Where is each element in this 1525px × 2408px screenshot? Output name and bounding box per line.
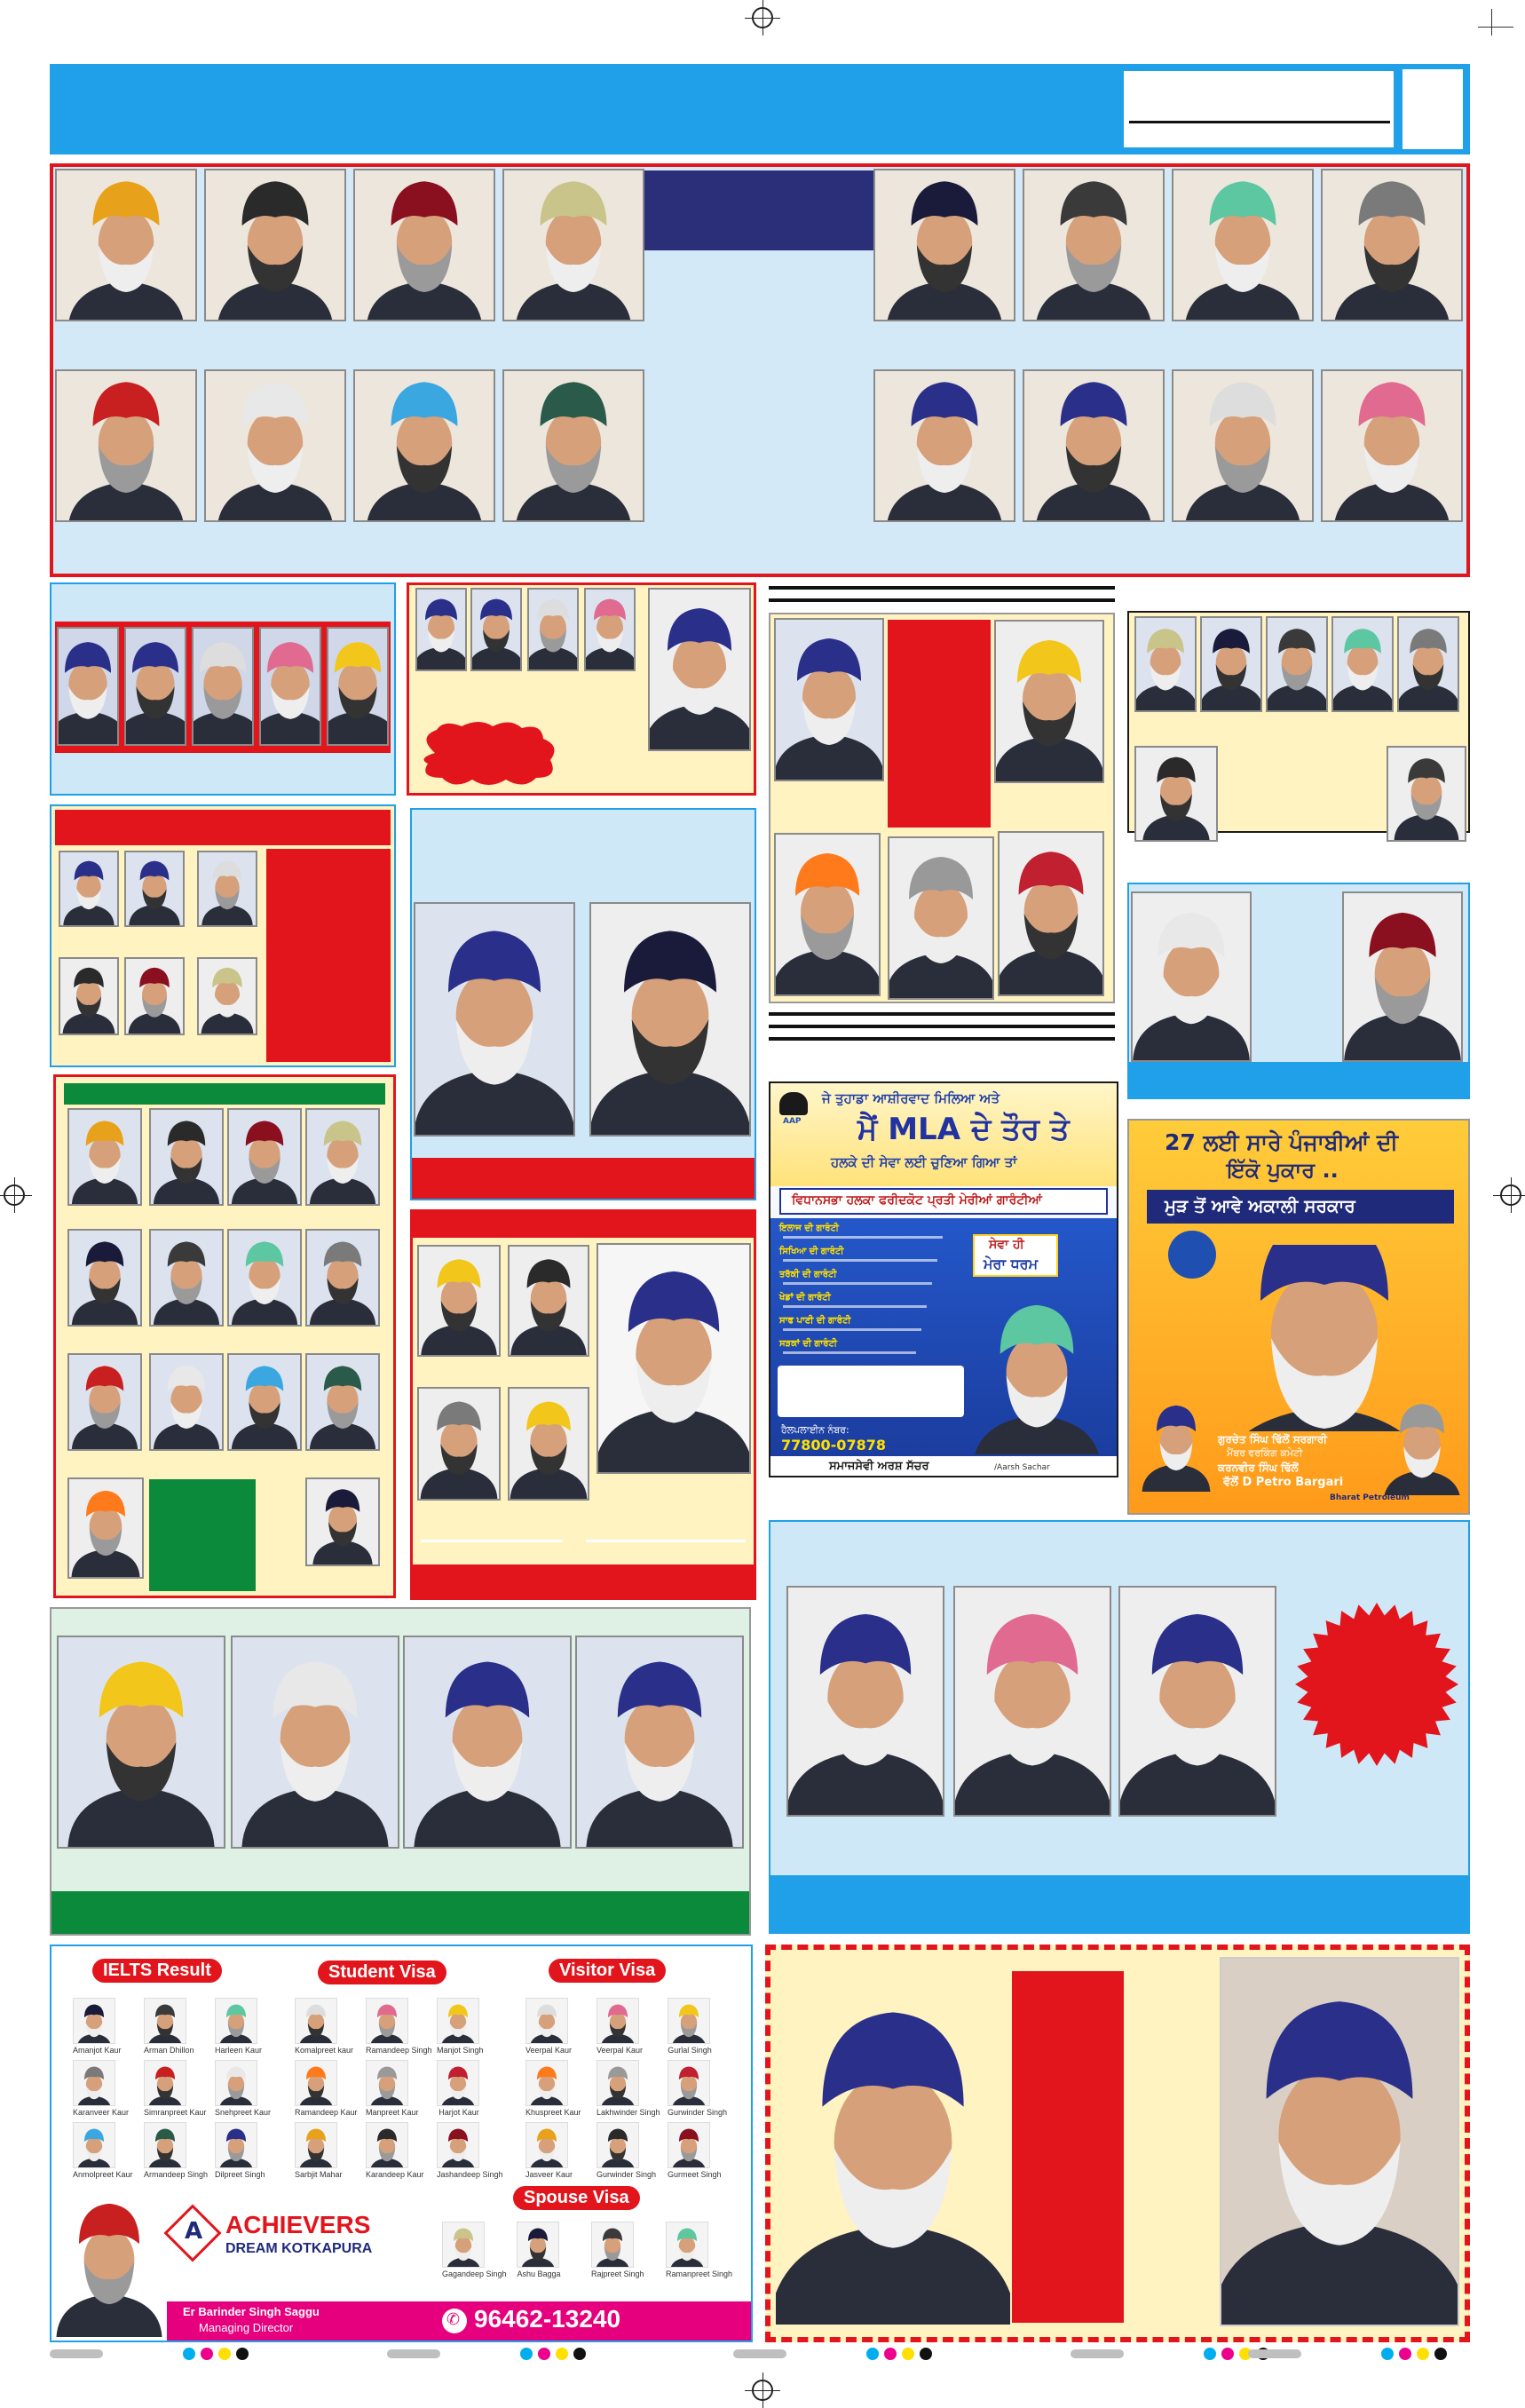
akali-sig-photo-right bbox=[1376, 1398, 1468, 1495]
student-photo bbox=[73, 1998, 115, 2044]
student-name: Veerpal Kaur bbox=[525, 2046, 573, 2055]
aap-candidate-photo bbox=[960, 1296, 1113, 1454]
akali-sig-3: ਕਰਨਵੀਰ ਸਿੰਘ ਢਿੱਲੋਂ bbox=[1218, 1461, 1299, 1474]
aap-headline-3: ਹਲਕੇ ਦੀ ਸੇਵਾ ਲਈ ਚੁਣਿਆ ਗਿਆ ਤਾਂ bbox=[831, 1154, 1017, 1170]
student-name: Ashu Bagga bbox=[517, 2269, 561, 2278]
student-photo bbox=[144, 2060, 186, 2106]
phone-icon-glyph: ✆ bbox=[446, 2310, 461, 2329]
panel-e-side-red bbox=[266, 849, 391, 1062]
member-photo bbox=[67, 1229, 142, 1327]
candidate-photo bbox=[873, 369, 1015, 522]
rule bbox=[769, 1037, 1115, 1041]
candidate-photo bbox=[204, 169, 346, 321]
student-name: Gurmeet Singh bbox=[668, 2170, 722, 2179]
visitor-student bbox=[668, 2122, 722, 2179]
student-name: Gurlal Singh bbox=[668, 2046, 712, 2055]
candidate-photo bbox=[1321, 169, 1463, 321]
leader-photo bbox=[589, 902, 751, 1137]
ielts-title: IELTS Result bbox=[92, 1959, 222, 1983]
akali-line-2: ਇੱਕੋ ਪੁਕਾਰ .. bbox=[1227, 1158, 1339, 1183]
panel-f-footer bbox=[412, 1158, 755, 1199]
leader-photo bbox=[994, 620, 1104, 783]
visitor-student bbox=[597, 2122, 657, 2179]
leader-photo bbox=[124, 851, 185, 927]
print-color-dot bbox=[218, 2348, 231, 2360]
akali-sig-2: ਮੈਂਬਰ ਵਰਕਿੰਗ ਕਮੇਟੀ bbox=[1227, 1447, 1303, 1459]
student-photo bbox=[597, 2060, 639, 2106]
visitor-student bbox=[597, 2060, 660, 2117]
student-name: Ramanpreet Singh bbox=[666, 2269, 733, 2278]
leader-photo bbox=[415, 588, 467, 671]
spouse-title: Spouse Visa bbox=[513, 2186, 640, 2210]
aap-guarantee-desc-line bbox=[783, 1259, 937, 1262]
candidate-photo bbox=[1172, 369, 1314, 522]
candidate-photo bbox=[1172, 169, 1314, 321]
leader-photo bbox=[57, 627, 119, 746]
student-name: Manjot Singh bbox=[437, 2046, 484, 2055]
leader-photo bbox=[1134, 746, 1218, 842]
student-photo bbox=[437, 1998, 479, 2044]
visitor-student bbox=[525, 2122, 573, 2179]
candidate-photo bbox=[502, 369, 644, 522]
print-color-bar bbox=[733, 2349, 786, 2358]
student-name: Gurwinder Singh bbox=[597, 2170, 657, 2179]
student-photo bbox=[73, 2060, 115, 2106]
registration-mark-right bbox=[1500, 1184, 1521, 1206]
student-photo bbox=[525, 2122, 568, 2168]
candidate-photo bbox=[55, 169, 197, 321]
student-photo bbox=[668, 2122, 710, 2168]
student-name: Ramandeep Singh bbox=[366, 2046, 432, 2055]
rule bbox=[769, 586, 1115, 590]
aap-guarantee-item: ਸਿਖਿਆ ਦੀ ਗਾਰੰਟੀ bbox=[779, 1247, 844, 1256]
student-name: Manpreet Kaur bbox=[366, 2108, 419, 2117]
student-photo bbox=[442, 2222, 485, 2268]
member-photo bbox=[149, 1108, 224, 1206]
candidate-photo bbox=[1321, 369, 1463, 522]
print-color-dot bbox=[1417, 2348, 1429, 2360]
aap-headline-2: ਮੈਂ MLA ਦੇ ਤੌਰ ਤੇ bbox=[857, 1112, 1070, 1147]
achievers-logo-a: A bbox=[185, 2218, 203, 2245]
ielts-student bbox=[215, 1998, 263, 2055]
print-color-bar bbox=[1248, 2349, 1301, 2358]
leader-photo bbox=[59, 957, 119, 1035]
member-photo bbox=[508, 1387, 589, 1501]
visitor-student bbox=[668, 2060, 728, 2117]
director-role: Managing Director bbox=[199, 2321, 294, 2334]
red-starburst-badge bbox=[1292, 1600, 1461, 1769]
leader-photo bbox=[1200, 616, 1262, 712]
spouse-student bbox=[517, 2222, 561, 2278]
student-name: Karandeep Kaur bbox=[366, 2170, 424, 2179]
ielts-student bbox=[73, 1998, 122, 2055]
aap-party-label: AAP bbox=[783, 1117, 802, 1126]
student-photo bbox=[215, 2060, 257, 2106]
print-color-dot bbox=[573, 2348, 586, 2360]
print-color-bar bbox=[50, 2349, 103, 2358]
student-title: Student Visa bbox=[318, 1960, 446, 1984]
red-wavy-badge bbox=[417, 719, 559, 787]
candidate-photo bbox=[353, 169, 495, 321]
aap-guarantee-desc-line bbox=[783, 1282, 932, 1285]
aap-badge-1: ਸੇਵਾ ਹੀ bbox=[989, 1238, 1024, 1252]
panel-i-rule bbox=[586, 1540, 746, 1542]
panel-l-red-block bbox=[1012, 1971, 1124, 2323]
student-photo bbox=[666, 2222, 708, 2268]
visitor-title: Visitor Visa bbox=[549, 1959, 666, 1983]
student-name: Simranpreet Kaur bbox=[144, 2108, 207, 2117]
student-photo bbox=[215, 2122, 257, 2168]
member-photo bbox=[67, 1108, 142, 1206]
member-photo bbox=[305, 1477, 380, 1566]
student-photo bbox=[597, 1998, 639, 2044]
student-photo bbox=[366, 2122, 408, 2168]
print-color-dot bbox=[1381, 2348, 1394, 2360]
leader-photo bbox=[57, 1636, 225, 1849]
print-color-dot bbox=[538, 2348, 550, 2360]
student-name: Rajpreet Singh bbox=[591, 2269, 644, 2278]
leader-portrait-large-left bbox=[776, 1971, 1010, 2325]
student-name: Gurwinder Singh bbox=[668, 2108, 728, 2117]
spouse-student bbox=[591, 2222, 644, 2278]
aap-guarantee-item: ਖੇਡਾਂ ਦੀ ਗਾਰੰਟੀ bbox=[779, 1293, 831, 1303]
student-photo bbox=[591, 2222, 634, 2268]
aap-footer: ਸਮਾਜਸੇਵੀ ਅਰਸ਼ ਸੱਚਰ bbox=[829, 1460, 929, 1473]
panel-c-red-block bbox=[888, 620, 991, 828]
print-color-dot bbox=[1204, 2348, 1216, 2360]
leader-photo bbox=[259, 627, 321, 746]
candidate-photo bbox=[55, 369, 197, 522]
student-name: Sarbjit Mahar bbox=[295, 2170, 343, 2179]
print-color-dot bbox=[866, 2348, 879, 2360]
ielts-student bbox=[215, 2122, 265, 2179]
candidate-photo bbox=[353, 369, 495, 522]
leader-photo bbox=[575, 1636, 744, 1849]
candidate-photo bbox=[502, 169, 644, 321]
student-photo bbox=[597, 2122, 639, 2168]
aap-headline-1: ਜੇ ਤੁਹਾਡਾ ਆਸ਼ੀਰਵਾਦ ਮਿਲਿਆ ਅਤੇ bbox=[822, 1090, 1000, 1106]
print-color-dot bbox=[236, 2348, 249, 2360]
ielts-student bbox=[144, 2122, 209, 2179]
leader-photo bbox=[124, 627, 186, 746]
rule bbox=[769, 1012, 1115, 1016]
student-photo bbox=[437, 2060, 479, 2106]
member-photo bbox=[227, 1353, 302, 1451]
aap-helpline: 77800-07878 bbox=[781, 1437, 886, 1454]
ielts-student bbox=[73, 2060, 130, 2117]
student-photo bbox=[525, 1998, 568, 2044]
member-photo bbox=[305, 1108, 380, 1206]
student-name: Jasveer Kaur bbox=[525, 2170, 573, 2179]
visitor-student bbox=[597, 1998, 644, 2055]
leader-photo bbox=[998, 831, 1104, 996]
leader-photo bbox=[1387, 746, 1466, 842]
brand-line-1: ACHIEVERS bbox=[225, 2211, 371, 2238]
print-color-dot bbox=[1434, 2348, 1447, 2360]
student-name: Harleen Kaur bbox=[215, 2046, 263, 2055]
print-color-dot bbox=[201, 2348, 213, 2360]
leader-photo bbox=[231, 1636, 399, 1849]
panel-i-header bbox=[412, 1211, 755, 1238]
candidate-photo bbox=[204, 369, 346, 522]
leader-photo bbox=[1331, 616, 1394, 712]
student-name: Arman Dhillon bbox=[144, 2046, 194, 2055]
student-student bbox=[437, 1998, 484, 2055]
leader-photo bbox=[124, 957, 185, 1035]
candidate-photo bbox=[1023, 369, 1165, 522]
aap-badge-2: ਮੇਰਾ ਧਰਮ bbox=[984, 1255, 1039, 1272]
phone-number: 96462-13240 bbox=[474, 2305, 621, 2333]
aap-logo bbox=[779, 1092, 808, 1115]
aap-guarantee-item: ਇਲਾਜ ਦੀ ਗਾਰੰਟੀ bbox=[779, 1224, 839, 1233]
student-photo bbox=[295, 1998, 337, 2044]
leader-photo bbox=[584, 588, 636, 671]
leader-photo bbox=[59, 851, 119, 927]
leader-photo bbox=[197, 851, 257, 927]
ielts-student bbox=[144, 1998, 194, 2055]
visitor-student bbox=[525, 2060, 581, 2117]
member-photo bbox=[227, 1229, 302, 1327]
registration-mark-left bbox=[4, 1184, 25, 1206]
student-student bbox=[437, 2122, 503, 2179]
crop-mark bbox=[1478, 27, 1513, 28]
panel-e-header bbox=[55, 810, 391, 845]
print-color-dot bbox=[556, 2348, 568, 2360]
student-student bbox=[366, 2060, 419, 2117]
registration-mark-bottom bbox=[752, 2380, 773, 2401]
student-photo bbox=[144, 1998, 186, 2044]
student-student bbox=[295, 2122, 343, 2179]
masthead-white-box bbox=[1122, 69, 1395, 149]
member-photo bbox=[149, 1229, 224, 1327]
ielts-student bbox=[73, 2122, 133, 2179]
leader-photo bbox=[1134, 616, 1197, 712]
student-photo bbox=[668, 2060, 710, 2106]
student-name: Karanveer Kaur bbox=[73, 2108, 130, 2117]
visitor-student bbox=[525, 1998, 573, 2055]
leader-photo bbox=[888, 836, 994, 1000]
registration-mark-top bbox=[752, 7, 773, 28]
leader-photo-large bbox=[648, 588, 751, 751]
student-name: Khuspreet Kaur bbox=[525, 2108, 581, 2117]
masthead-rule bbox=[1129, 121, 1390, 123]
print-color-dot bbox=[183, 2348, 195, 2360]
aap-ad bbox=[769, 1081, 1118, 1477]
aap-guarantee-desc-line bbox=[783, 1328, 921, 1331]
leader-photo bbox=[1342, 891, 1463, 1062]
student-photo bbox=[295, 2060, 337, 2106]
leader-photo bbox=[527, 588, 579, 671]
aap-banner: ਵਿਧਾਨਸਭਾ ਹਲਕਾ ਫਰੀਦਕੋਟ ਪ੍ਰਤੀ ਮੇਰੀਆਂ ਗਾਰੰਟੀਆਂ bbox=[792, 1193, 1042, 1208]
aap-helpline-label: ਹੈਲਪਲਾਈਨ ਨੰਬਰ: bbox=[781, 1424, 849, 1436]
student-photo bbox=[73, 2122, 115, 2168]
print-color-dot bbox=[1399, 2348, 1411, 2360]
aap-guarantee-item: ਸੜਕਾਂ ਦੀ ਗਾਰੰਟੀ bbox=[779, 1339, 837, 1349]
student-photo bbox=[144, 2122, 186, 2168]
aap-note-box bbox=[778, 1366, 964, 1417]
aap-guarantee-item: ਸਾਫ ਪਾਣੀ ਦੀ ਗਾਰੰਟੀ bbox=[779, 1316, 851, 1326]
candidate-photo bbox=[1023, 169, 1165, 321]
student-photo bbox=[366, 1998, 408, 2044]
spouse-student bbox=[442, 2222, 507, 2278]
panel-k-footer bbox=[770, 1875, 1468, 1932]
director-photo bbox=[51, 2186, 167, 2337]
masthead-small-box bbox=[1403, 69, 1463, 149]
print-color-dot bbox=[920, 2348, 932, 2360]
aap-guarantee-desc-line bbox=[783, 1236, 943, 1239]
leader-portrait-large-right bbox=[1220, 1957, 1459, 2326]
akali-sig-4: ਵੱਲੋਂ D Petro Bargari bbox=[1223, 1476, 1344, 1489]
print-color-bar bbox=[387, 2349, 440, 2358]
student-student bbox=[295, 2060, 358, 2117]
leader-photo bbox=[197, 957, 257, 1035]
student-photo bbox=[215, 1998, 257, 2044]
print-color-dot bbox=[1221, 2348, 1234, 2360]
leader-photo bbox=[1397, 616, 1459, 712]
member-photo bbox=[508, 1245, 589, 1357]
member-photo bbox=[305, 1229, 380, 1327]
student-student bbox=[366, 2122, 424, 2179]
print-color-dot bbox=[902, 2348, 914, 2360]
leader-photo bbox=[786, 1586, 944, 1817]
rule bbox=[769, 598, 1115, 602]
print-color-dot bbox=[520, 2348, 533, 2360]
leader-photo bbox=[192, 627, 254, 746]
print-color-bar bbox=[1071, 2349, 1124, 2358]
leader-photo bbox=[774, 833, 881, 996]
visa-ad bbox=[50, 1945, 753, 2342]
leader-photo bbox=[953, 1586, 1111, 1817]
akali-brand: Bharat Petroleum bbox=[1330, 1493, 1410, 1502]
akali-ad bbox=[1127, 1119, 1470, 1515]
member-photo bbox=[67, 1477, 144, 1579]
leader-photo bbox=[1131, 891, 1252, 1062]
aap-handle: /Aarsh Sachar bbox=[994, 1463, 1050, 1472]
ielts-student bbox=[144, 2060, 207, 2117]
student-name: Ramandeep Kaur bbox=[295, 2108, 358, 2117]
visitor-student bbox=[668, 1998, 712, 2055]
leader-photo bbox=[403, 1636, 572, 1849]
panel-j-footer bbox=[51, 1891, 749, 1934]
leader-photo bbox=[1118, 1586, 1276, 1817]
panel-i-rule bbox=[421, 1540, 563, 1542]
akali-line-1: 27 ਲਈ ਸਾਰੇ ਪੰਜਾਬੀਆਂ ਦੀ bbox=[1165, 1129, 1399, 1155]
member-photo bbox=[149, 1353, 224, 1451]
member-photo bbox=[417, 1387, 501, 1501]
director-name: Er Barinder Singh Saggu bbox=[183, 2305, 320, 2318]
student-name: Gagandeep Singh bbox=[442, 2269, 507, 2278]
student-student bbox=[437, 2060, 481, 2117]
member-photo bbox=[67, 1353, 142, 1451]
student-name: Komalpreet kaur bbox=[295, 2046, 354, 2055]
student-name: Anmolpreet Kaur bbox=[73, 2170, 133, 2179]
student-photo bbox=[525, 2060, 568, 2106]
leader-photo bbox=[470, 588, 522, 671]
student-student bbox=[366, 1998, 432, 2055]
rule bbox=[769, 1025, 1115, 1028]
student-photo bbox=[437, 2122, 479, 2168]
aap-footer-bar bbox=[770, 1456, 1117, 1477]
student-name: Jashandeep Singh bbox=[437, 2170, 503, 2179]
student-photo bbox=[517, 2222, 559, 2268]
student-name: Veerpal Kaur bbox=[597, 2046, 644, 2055]
print-color-dot bbox=[884, 2348, 897, 2360]
leader-photo bbox=[774, 618, 884, 781]
member-photo bbox=[227, 1108, 302, 1206]
grid-center-navy-block bbox=[644, 170, 875, 250]
panel-g-footer bbox=[1129, 1062, 1468, 1097]
student-photo bbox=[668, 1998, 710, 2044]
student-name: Lakhwinder Singh bbox=[597, 2108, 660, 2117]
member-photo bbox=[417, 1245, 501, 1357]
student-photo bbox=[295, 2122, 337, 2168]
student-name: Dilpreet Singh bbox=[215, 2170, 265, 2179]
student-student bbox=[295, 1998, 354, 2055]
leader-photo bbox=[1266, 616, 1328, 712]
student-photo bbox=[366, 2060, 408, 2106]
ielts-student bbox=[215, 2060, 272, 2117]
student-name: Amanjot Kaur bbox=[73, 2046, 122, 2055]
student-name: Armandeep Singh bbox=[144, 2170, 209, 2179]
student-name: Snehpreet Kaur bbox=[215, 2108, 272, 2117]
crop-mark bbox=[1491, 9, 1492, 36]
aap-guarantee-item: ਤਰੱਕੀ ਦੀ ਗਾਰੰਟੀ bbox=[779, 1270, 837, 1279]
spouse-student bbox=[666, 2222, 733, 2278]
brand-line-2: DREAM KOTKAPURA bbox=[225, 2241, 373, 2256]
member-photo-large bbox=[597, 1243, 751, 1474]
candidate-photo bbox=[873, 169, 1015, 321]
student-name: Harjot Kaur bbox=[439, 2108, 479, 2117]
member-photo bbox=[305, 1353, 380, 1451]
akali-sig-1: ਗੁਰਚੇਤ ਸਿੰਘ ਢਿੱਲੋਂ ਸਰਗਾਰੀ bbox=[1218, 1433, 1327, 1446]
panel-h-green-block bbox=[149, 1479, 256, 1591]
aap-guarantee-desc-line bbox=[783, 1351, 916, 1354]
panel-i-footer bbox=[412, 1564, 755, 1598]
aap-guarantee-desc-line bbox=[783, 1305, 927, 1308]
leader-photo bbox=[414, 902, 575, 1137]
akali-sig-photo-left bbox=[1138, 1394, 1214, 1492]
akali-line-3: ਮੁੜ ਤੋਂ ਆਵੇ ਅਕਾਲੀ ਸਰਕਾਰ bbox=[1165, 1195, 1355, 1216]
panel-h-green-header bbox=[64, 1083, 385, 1105]
leader-photo bbox=[327, 627, 389, 746]
